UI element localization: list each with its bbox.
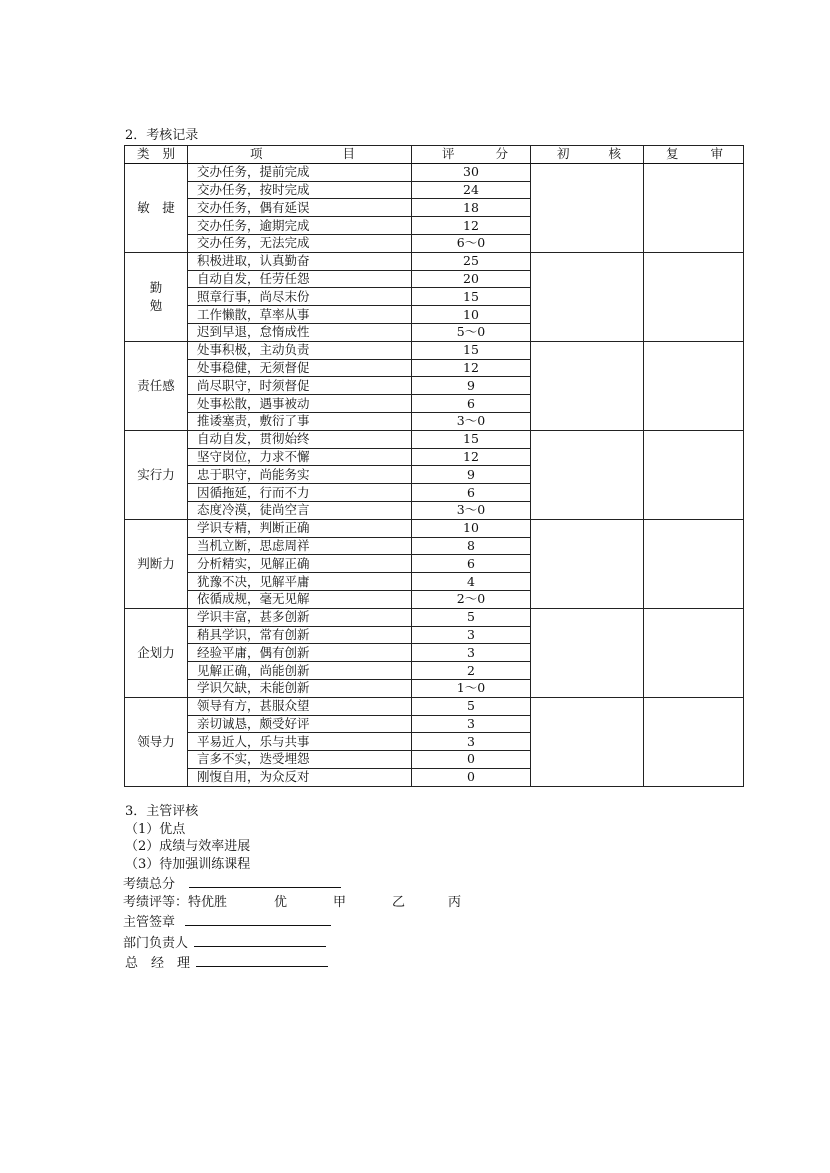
category-cell	[125, 163, 188, 252]
score-cell: 5	[412, 697, 531, 715]
score-cell: 10	[412, 519, 531, 537]
table-row	[125, 252, 744, 270]
table-row	[125, 430, 744, 448]
table-row	[125, 341, 744, 359]
score-cell: 0	[412, 768, 531, 786]
grade-option-excellent[interactable]: 优	[274, 894, 288, 910]
item-cell: 犹豫不决，见解平庸	[188, 573, 412, 591]
score-cell: 4	[412, 573, 531, 591]
section-2-title: 2．考核记录	[125, 128, 199, 143]
score-cell: 15	[412, 288, 531, 306]
general-manager-signature-line	[125, 952, 461, 973]
item-cell: 交办任务，提前完成	[188, 163, 412, 181]
score-cell: 0	[412, 751, 531, 769]
item-cell: 自动自发，贯彻始终	[188, 430, 412, 448]
section-3-title: 3．主管评核	[125, 804, 199, 819]
item-cell: 推诿塞责，敷衍了事	[188, 412, 412, 430]
score-cell: 3	[412, 644, 531, 662]
grade-option-b[interactable]: 乙	[392, 894, 406, 910]
item-cell: 刚愎自用，为众反对	[188, 768, 412, 786]
score-cell: 2～0	[412, 590, 531, 608]
header-initial-review: 初 核	[531, 146, 644, 164]
grade-option-c[interactable]: 丙	[448, 894, 462, 910]
score-cell: 5	[412, 608, 531, 626]
initial-review-cell[interactable]	[531, 252, 644, 341]
supervisor-signature-field[interactable]	[185, 911, 331, 926]
category-label: 判断力	[137, 555, 175, 571]
item-cell: 稍具学识，常有创新	[188, 626, 412, 644]
score-cell: 12	[412, 217, 531, 235]
score-cell: 6～0	[412, 234, 531, 252]
score-cell: 10	[412, 306, 531, 324]
grade-option-special[interactable]: 特优胜	[188, 894, 228, 910]
score-cell: 3	[412, 715, 531, 733]
header-score: 评 分	[412, 146, 531, 164]
item-cell: 积极进取，认真勤奋	[188, 252, 412, 270]
score-cell: 24	[412, 181, 531, 199]
total-score-label: 考绩总分	[123, 877, 176, 892]
table-row	[125, 163, 744, 181]
score-cell: 3～0	[412, 412, 531, 430]
category-cell	[125, 430, 188, 519]
item-cell: 态度冷漠，徒尚空言	[188, 501, 412, 519]
dept-head-label: 部门负责人	[123, 935, 189, 951]
item-cell: 坚守岗位，力求不懈	[188, 448, 412, 466]
dept-head-signature-line	[123, 932, 461, 953]
score-cell: 30	[412, 163, 531, 181]
item-cell: 学识欠缺，未能创新	[188, 679, 412, 697]
supervisor-assessment-section	[125, 803, 461, 973]
grade-label: 考绩评等：	[123, 894, 189, 910]
score-cell: 18	[412, 199, 531, 217]
header-final-review: 复 审	[644, 146, 744, 164]
item-progress: （2）成绩与效率进展	[125, 839, 251, 854]
item-cell: 尚尽职守，时须督促	[188, 377, 412, 395]
table-row	[125, 519, 744, 537]
item-cell: 言多不实，迭受埋怨	[188, 751, 412, 769]
score-cell: 3	[412, 626, 531, 644]
item-cell: 因循拖延，行而不力	[188, 484, 412, 502]
item-cell: 领导有方，甚服众望	[188, 697, 412, 715]
category-cell	[125, 519, 188, 608]
header-category: 类 别	[125, 146, 188, 164]
table-row	[125, 608, 744, 626]
item-cell: 迟到早退，怠惰成性	[188, 323, 412, 341]
final-review-cell[interactable]	[644, 697, 744, 786]
score-cell: 6	[412, 395, 531, 413]
supervisor-label: 主管签章	[123, 915, 176, 930]
category-label: 责任感	[137, 377, 175, 393]
score-cell: 8	[412, 537, 531, 555]
score-cell: 6	[412, 484, 531, 502]
item-cell: 交办任务，偶有延误	[188, 199, 412, 217]
item-cell: 处事积极，主动负责	[188, 341, 412, 359]
item-cell: 亲切诚恳，颇受好评	[188, 715, 412, 733]
item-cell: 学识丰富，甚多创新	[188, 608, 412, 626]
item-cell: 交办任务，逾期完成	[188, 217, 412, 235]
assessment-record-table	[124, 145, 744, 787]
item-cell: 处事松散，遇事被动	[188, 395, 412, 413]
item-cell: 分析精实，见解正确	[188, 555, 412, 573]
grade-line	[123, 894, 461, 912]
item-training: （3）待加强训练课程	[125, 856, 251, 872]
score-cell: 12	[412, 448, 531, 466]
item-cell: 处事稳健，无须督促	[188, 359, 412, 377]
dept-head-signature-field[interactable]	[194, 932, 326, 947]
header-item: 项 目	[188, 146, 412, 164]
grade-option-a[interactable]: 甲	[333, 894, 347, 910]
item-cell: 自动自发，任劳任怨	[188, 270, 412, 288]
score-cell: 1～0	[412, 679, 531, 697]
initial-review-cell[interactable]	[531, 697, 644, 786]
category-cell	[125, 697, 188, 786]
initial-review-cell[interactable]	[531, 341, 644, 430]
category-cell	[125, 341, 188, 430]
category-label: 敏 捷	[137, 199, 175, 215]
supervisor-signature-line	[123, 911, 461, 932]
general-manager-signature-field[interactable]	[196, 952, 328, 967]
score-cell: 15	[412, 430, 531, 448]
category-label: 企划力	[137, 644, 175, 660]
category-cell	[125, 252, 188, 341]
item-cell: 交办任务，无法完成	[188, 234, 412, 252]
category-label: 领导力	[137, 733, 175, 749]
item-cell: 工作懒散，草率从事	[188, 306, 412, 324]
initial-review-cell[interactable]	[531, 519, 644, 608]
initial-review-cell[interactable]	[531, 608, 644, 697]
score-cell: 9	[412, 377, 531, 395]
final-review-cell[interactable]	[644, 163, 744, 252]
score-cell: 25	[412, 252, 531, 270]
item-cell: 见解正确，尚能创新	[188, 662, 412, 680]
score-cell: 15	[412, 341, 531, 359]
final-review-cell[interactable]	[644, 341, 744, 430]
item-cell: 当机立断，思虑周祥	[188, 537, 412, 555]
score-cell: 20	[412, 270, 531, 288]
score-cell: 9	[412, 466, 531, 484]
score-cell: 3～0	[412, 501, 531, 519]
category-label: 实行力	[137, 466, 175, 482]
score-cell: 3	[412, 733, 531, 751]
total-score-field[interactable]	[189, 873, 341, 888]
item-cell: 依循成规，毫无见解	[188, 590, 412, 608]
score-cell: 5～0	[412, 323, 531, 341]
item-cell: 学识专精，判断正确	[188, 519, 412, 537]
category-label-second-line: 勉	[149, 297, 163, 313]
initial-review-cell[interactable]	[531, 163, 644, 252]
item-cell: 照章行事，尚尽末份	[188, 288, 412, 306]
score-cell: 2	[412, 662, 531, 680]
category-cell	[125, 608, 188, 697]
table-row	[125, 697, 744, 715]
item-strengths: （1）优点	[125, 821, 186, 837]
score-cell: 12	[412, 359, 531, 377]
category-label: 勤	[149, 279, 163, 295]
item-cell: 忠于职守，尚能务实	[188, 466, 412, 484]
item-cell: 平易近人，乐与共事	[188, 733, 412, 751]
initial-review-cell[interactable]	[531, 430, 644, 519]
item-cell: 交办任务，按时完成	[188, 181, 412, 199]
table-body	[125, 163, 744, 786]
general-manager-label: 总 经 理	[125, 956, 191, 971]
final-review-cell[interactable]	[644, 252, 744, 341]
table-header-row	[125, 146, 744, 164]
score-cell: 6	[412, 555, 531, 573]
total-score-line	[123, 873, 461, 894]
final-review-cell[interactable]	[644, 430, 744, 519]
final-review-cell[interactable]	[644, 519, 744, 608]
item-cell: 经验平庸，偶有创新	[188, 644, 412, 662]
final-review-cell[interactable]	[644, 608, 744, 697]
